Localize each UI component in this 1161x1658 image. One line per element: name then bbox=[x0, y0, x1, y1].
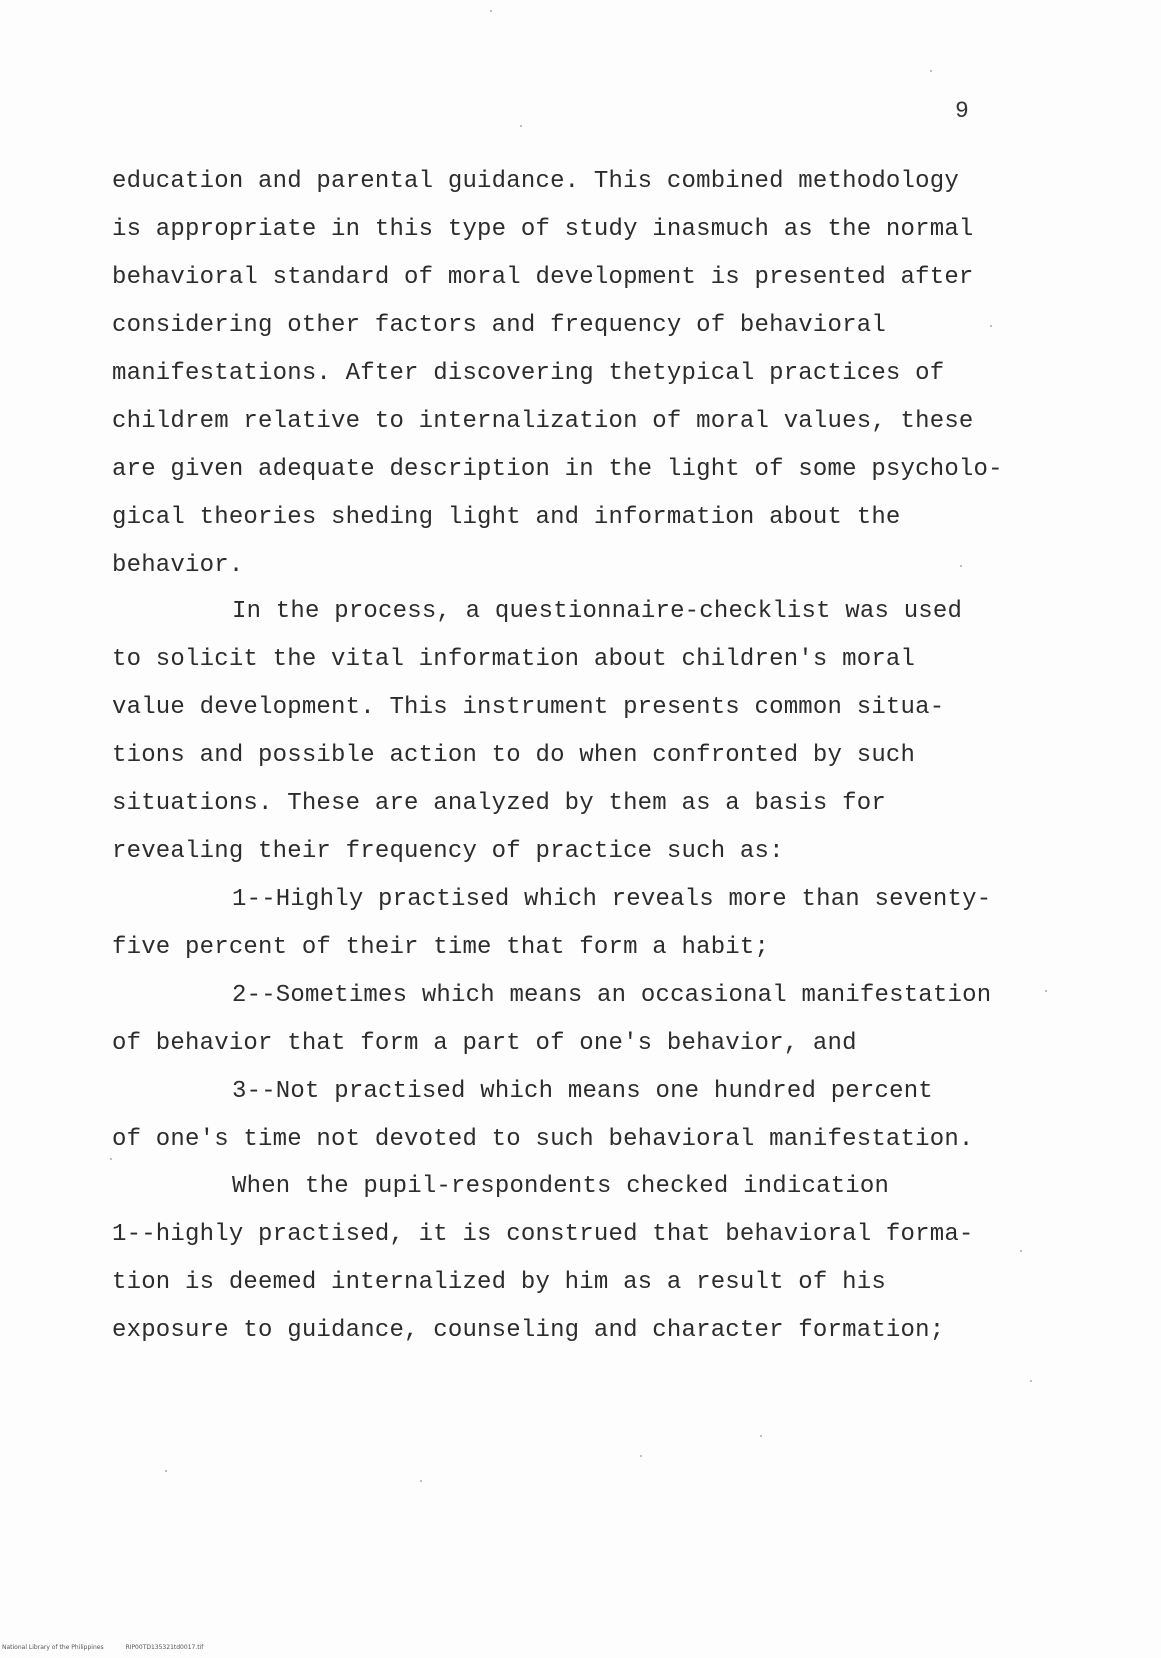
text-line: revealing their frequency of practice such as: bbox=[112, 838, 784, 865]
scan-speck bbox=[990, 325, 992, 327]
text-line: tions and possible action to do when confronted by such bbox=[112, 742, 916, 769]
text-line: behavior. bbox=[112, 552, 244, 579]
scan-speck bbox=[165, 1470, 167, 1472]
text-line: In the process, a questionnaire-checklist was used bbox=[232, 598, 963, 625]
list-item-line: of one's time not devoted to such behavioral manifestation. bbox=[112, 1126, 974, 1153]
scan-speck bbox=[1045, 990, 1047, 992]
list-item-line: 1--Highly practised which reveals more than seventy- bbox=[232, 886, 992, 913]
text-line: tion is deemed internalized by him as a result of his bbox=[112, 1269, 886, 1296]
text-line: exposure to guidance, counseling and character formation; bbox=[112, 1317, 945, 1344]
text-line: value development. This instrument presents common situa- bbox=[112, 694, 945, 721]
text-line: behavioral standard of moral development is presented after bbox=[112, 264, 974, 291]
scan-speck bbox=[640, 1455, 642, 1457]
text-line: considering other factors and frequency of behavioral bbox=[112, 312, 886, 339]
scan-speck bbox=[930, 70, 932, 72]
scan-speck bbox=[1020, 1250, 1022, 1252]
text-line: 1--highly practised, it is construed that behavioral forma- bbox=[112, 1221, 974, 1248]
list-item-line: five percent of their time that form a habit; bbox=[112, 934, 770, 961]
text-line: childrem relative to internalization of moral values, these bbox=[112, 408, 974, 435]
page-number: 9 bbox=[955, 98, 969, 124]
text-line: are given adequate description in the light of some psycholo- bbox=[112, 456, 1003, 483]
footer-file: RIP00TD135321td0017.tif bbox=[125, 1644, 204, 1651]
text-line: manifestations. After discovering thetypical practices of bbox=[112, 360, 945, 387]
scan-speck bbox=[760, 1435, 762, 1437]
text-line: When the pupil-respondents checked indication bbox=[232, 1173, 890, 1200]
text-line: is appropriate in this type of study inasmuch as the normal bbox=[112, 216, 974, 243]
text-line: to solicit the vital information about children's moral bbox=[112, 646, 916, 673]
footer-library: National Library of the Philippines bbox=[2, 1644, 104, 1651]
text-line: gical theories sheding light and information about the bbox=[112, 504, 901, 531]
scan-footer bbox=[2, 1644, 223, 1651]
scan-speck bbox=[1030, 1380, 1032, 1382]
scan-speck bbox=[110, 1158, 112, 1160]
scan-speck bbox=[960, 565, 962, 567]
list-item-line: of behavior that form a part of one's behavior, and bbox=[112, 1030, 857, 1057]
scan-speck bbox=[420, 1480, 422, 1482]
list-item-line: 3--Not practised which means one hundred percent bbox=[232, 1078, 933, 1105]
text-line: situations. These are analyzed by them as a basis for bbox=[112, 790, 886, 817]
scan-speck bbox=[490, 10, 492, 12]
text-line: education and parental guidance. This combined methodology bbox=[112, 168, 959, 195]
list-item-line: 2--Sometimes which means an occasional manifestation bbox=[232, 982, 992, 1009]
scan-speck bbox=[520, 125, 522, 127]
